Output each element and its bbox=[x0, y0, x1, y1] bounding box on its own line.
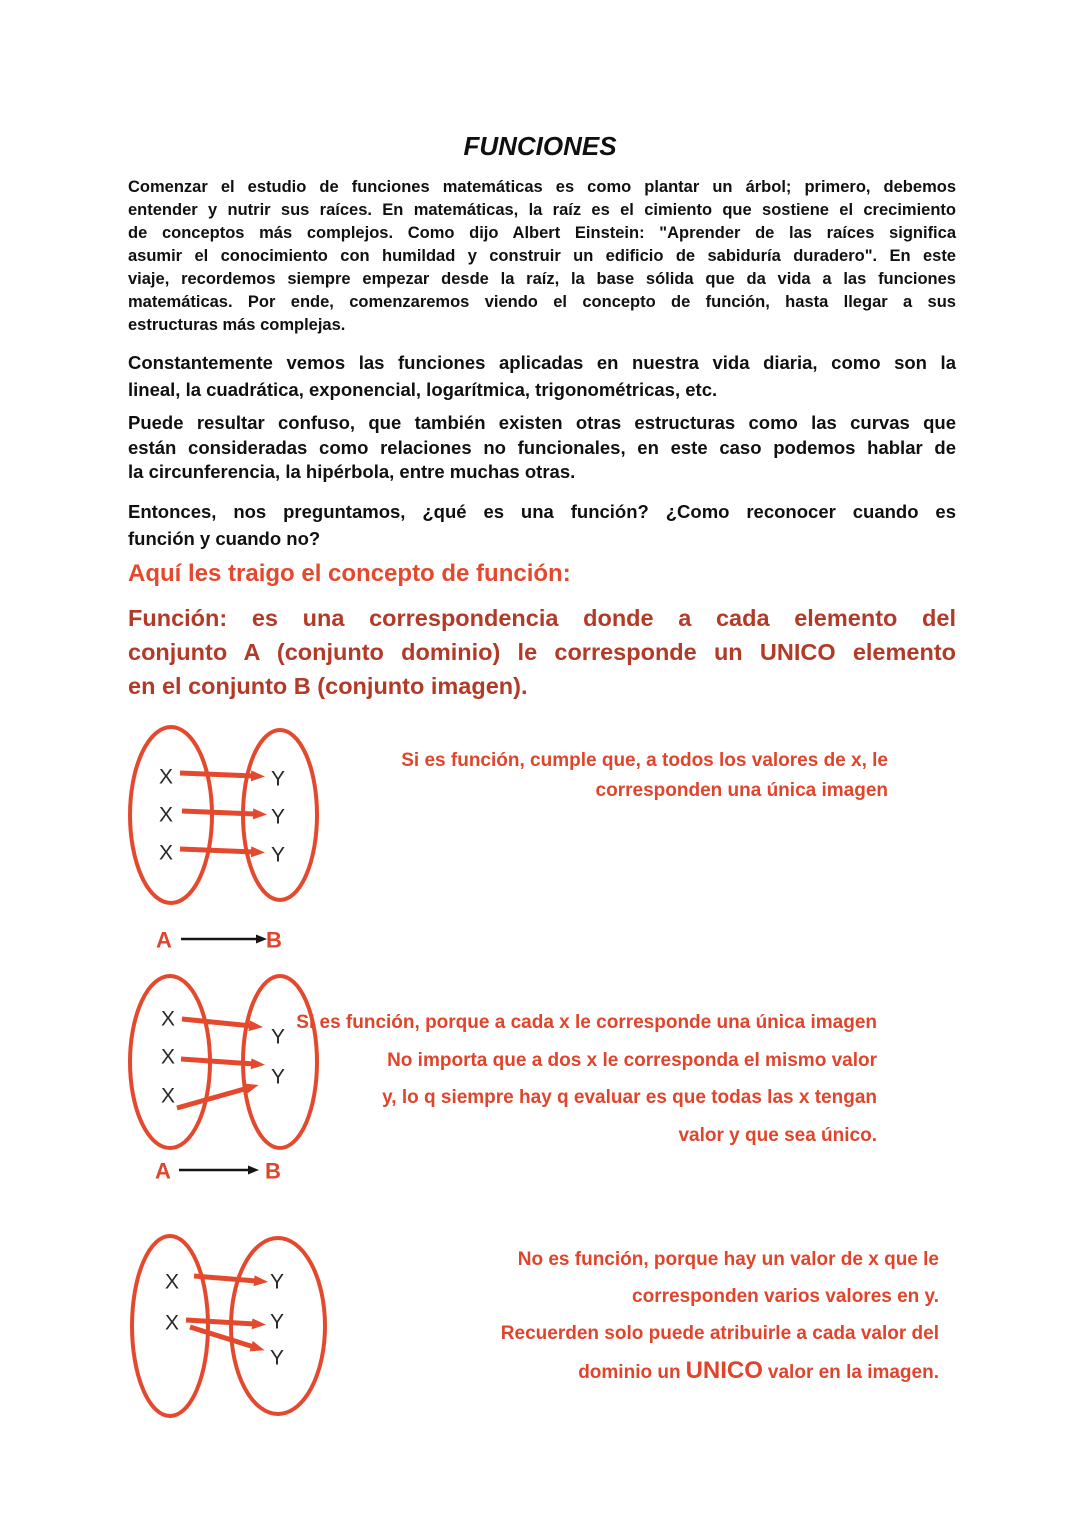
paragraph-line: Puede resultar confuso, que también existen otras estructuras como las curvas que bbox=[128, 412, 956, 433]
definition-line: Función: es una correspondencia donde a cada elemento del bbox=[128, 605, 956, 631]
paragraph-line: de conceptos más complejos. Como dijo Albert Einstein: "Aprender de las raíces significa bbox=[128, 224, 956, 242]
domain-element: X bbox=[158, 765, 174, 789]
caption-line: No es función, porque hay un valor de x que le bbox=[517, 1249, 939, 1270]
paragraph-line: Entonces, nos preguntamos, ¿qué es una función? ¿Como reconocer cuando es bbox=[128, 501, 956, 522]
mapping-arrow bbox=[177, 1088, 248, 1108]
function-definition bbox=[128, 601, 956, 703]
image-element: Y bbox=[269, 1346, 285, 1370]
paragraph-line: lineal, la cuadrática, exponencial, logarítmica, trigonométricas, etc. bbox=[128, 378, 718, 400]
domain-element: X bbox=[160, 1084, 176, 1108]
question-paragraph bbox=[128, 498, 956, 552]
caption-line bbox=[501, 1352, 939, 1391]
paragraph-line: matemáticas. Por ende, comenzaremos viendo el concepto de función, hasta llegar a sus bbox=[128, 293, 956, 311]
definition-line: en el conjunto B (conjunto imagen). bbox=[128, 673, 528, 699]
caption-segment: dominio un bbox=[578, 1362, 681, 1383]
intro-paragraph bbox=[128, 176, 956, 337]
caption-line: Recuerden solo puede atribuirle a cada valor del bbox=[500, 1323, 939, 1344]
paragraph-line: están consideradas como relaciones no funcionales, en este caso podemos hablar de bbox=[128, 436, 956, 458]
concept-heading: Aquí les traigo el concepto de función: bbox=[128, 560, 571, 587]
image-element: Y bbox=[269, 1310, 285, 1334]
mapping-arrow bbox=[182, 811, 256, 814]
set-a-label: A bbox=[156, 927, 172, 953]
set-b-label: B bbox=[266, 927, 282, 953]
image-element: Y bbox=[269, 1270, 285, 1294]
paragraph-line: Comenzar el estudio de funciones matemáticas es como plantar un árbol; primero, debemos bbox=[128, 178, 956, 196]
non-functional-paragraph bbox=[128, 411, 956, 485]
paragraph-line: viaje, recordemos siempre empezar desde la raíz, la base sólida que da vida a las funciones bbox=[128, 270, 956, 288]
domain-element: X bbox=[158, 803, 174, 827]
domain-element: X bbox=[160, 1007, 176, 1031]
mapping-arrow bbox=[180, 849, 254, 852]
image-element: Y bbox=[270, 767, 286, 791]
paragraph-line: estructuras más complejas. bbox=[128, 316, 346, 334]
domain-element: X bbox=[158, 841, 174, 865]
mapping-arrow bbox=[180, 773, 254, 776]
diagram1-caption bbox=[401, 746, 888, 806]
caption-emphasis-unico: UNICO bbox=[685, 1357, 763, 1384]
mapping-diagram-not-function bbox=[126, 1230, 346, 1430]
image-element: Y bbox=[270, 805, 286, 829]
set-a-label: A bbox=[155, 1158, 171, 1184]
paragraph-line: asumir el conocimiento con humildad y construir un edificio de sabiduría duradero". En este bbox=[128, 247, 956, 265]
image-element: Y bbox=[270, 1065, 286, 1089]
domain-element: X bbox=[164, 1311, 180, 1335]
paragraph-line: función y cuando no? bbox=[128, 528, 321, 549]
mapping-arrow bbox=[190, 1327, 254, 1347]
daily-life-paragraph bbox=[128, 350, 956, 403]
caption-line: valor y que sea único. bbox=[678, 1124, 877, 1146]
image-element: Y bbox=[270, 1025, 286, 1049]
caption-line: No importa que a dos x le corresponda el mismo valor bbox=[387, 1049, 877, 1071]
caption-line: Si es función, porque a cada x le corresponde una única imagen bbox=[296, 1012, 877, 1033]
image-element: Y bbox=[270, 843, 286, 867]
diagram2-caption bbox=[296, 1004, 877, 1154]
mapping-arrow bbox=[186, 1320, 255, 1324]
mapping-arrow bbox=[182, 1019, 252, 1026]
paragraph-line: la circunferencia, la hipérbola, entre muchas otras. bbox=[128, 461, 576, 482]
page-title: FUNCIONES bbox=[463, 131, 617, 161]
caption-line: corresponden una única imagen bbox=[595, 780, 888, 801]
definition-line: conjunto A (conjunto dominio) le corresponde un UNICO elemento bbox=[128, 639, 956, 665]
caption-line: corresponden varios valores en y. bbox=[632, 1286, 939, 1307]
paragraph-line: Constantemente vemos las funciones aplicadas en nuestra vida diaria, como son la bbox=[128, 352, 956, 373]
paragraph-line: entender y nutrir sus raíces. En matemáticas, la raíz es el cimiento que sostiene el crecimiento bbox=[128, 201, 956, 219]
domain-element: X bbox=[164, 1270, 180, 1294]
caption-line: y, lo q siempre hay q evaluar es que todas las x tengan bbox=[382, 1087, 877, 1108]
caption-segment: valor en la imagen. bbox=[767, 1362, 939, 1383]
domain-element: X bbox=[160, 1045, 176, 1069]
diagram3-caption bbox=[501, 1241, 939, 1391]
mapping-diagram-function-unique bbox=[126, 720, 341, 970]
caption-line: Si es función, cumple que, a todos los valores de x, le bbox=[401, 750, 888, 771]
set-b-label: B bbox=[265, 1158, 281, 1184]
